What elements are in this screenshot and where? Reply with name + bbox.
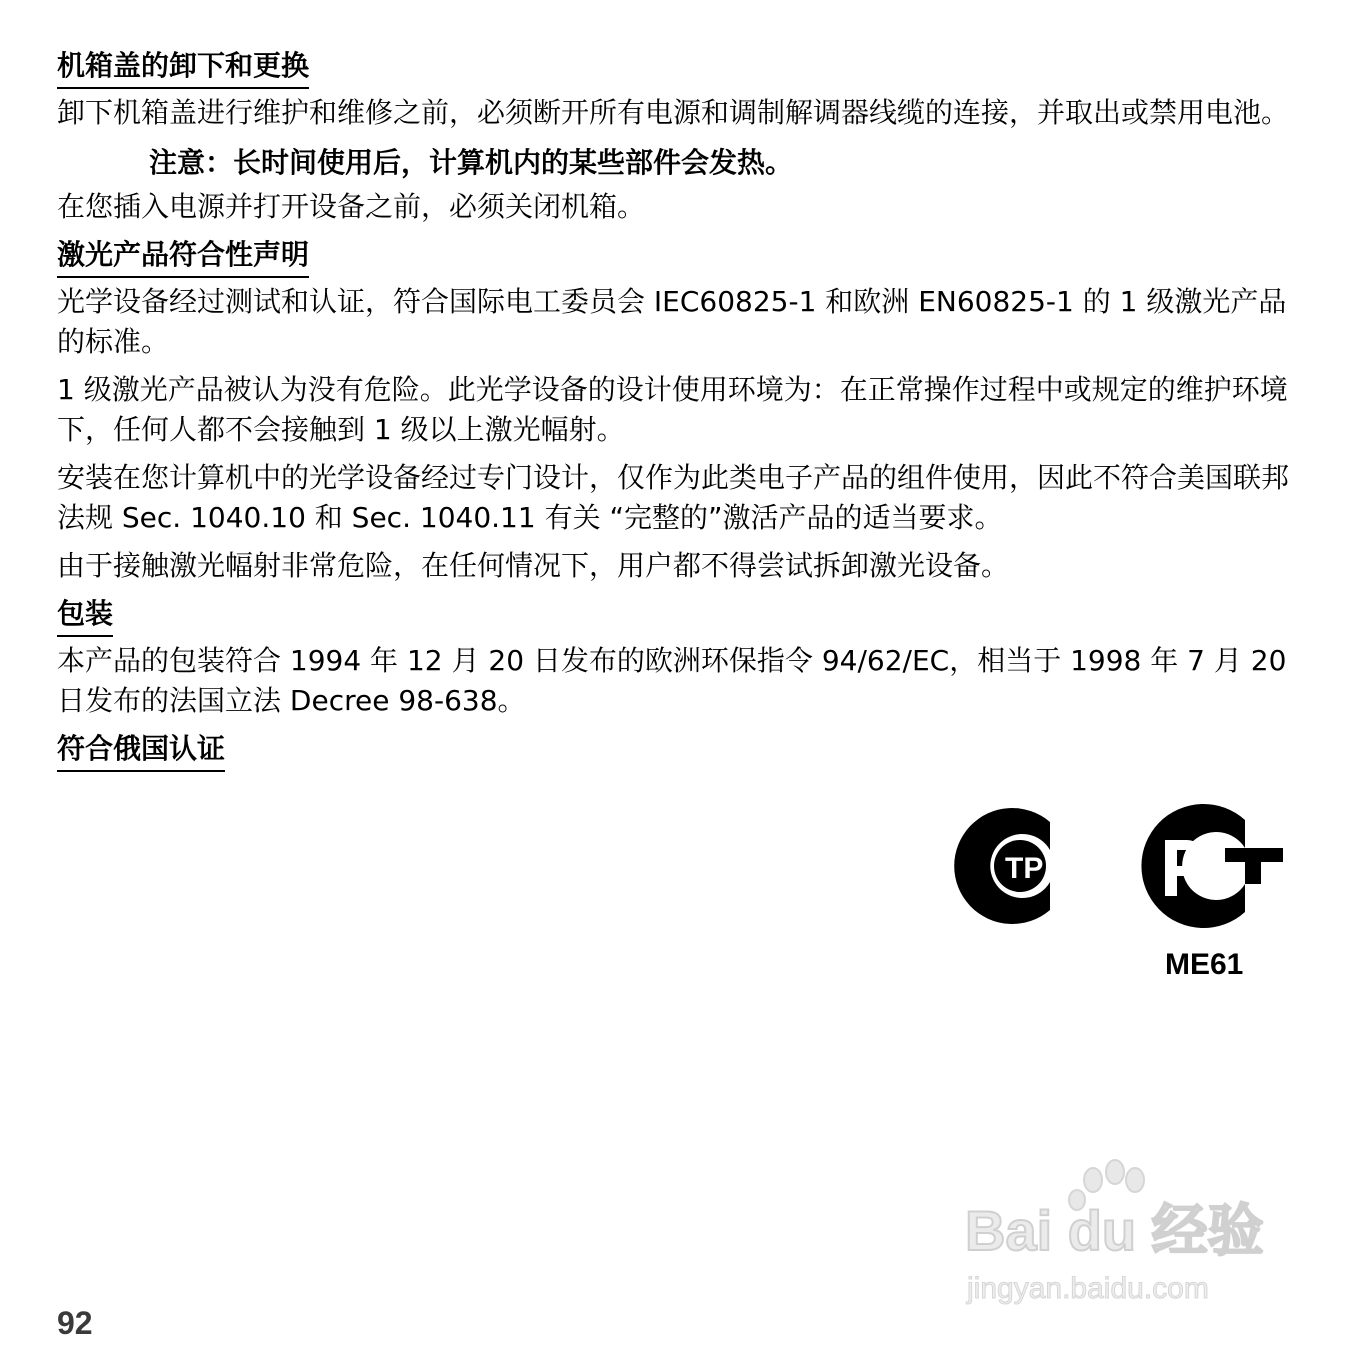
- baidu-watermark-logo: [965, 1150, 1285, 1310]
- heading-russia: 符合俄国认证: [57, 729, 225, 772]
- watermark-brand: Bai du 经验: [965, 1199, 1264, 1262]
- watermark-url: jingyan.baidu.com: [967, 1272, 1209, 1305]
- eac-tp-mark-icon: [954, 808, 1050, 924]
- mark-code-label: ME61: [1165, 948, 1244, 981]
- paragraph: 光学设备经过测试和认证，符合国际电工委员会 IEC60825-1 和欧洲 EN60825-1 的 1 级激光产品的标准。: [57, 285, 1287, 358]
- paragraph: 本产品的包装符合 1994 年 12 月 20 日发布的欧洲环保指令 94/62/EC，相当于 1998 年 7 月 20 日发布的法国立法 Decree 98-638。: [57, 644, 1287, 717]
- heading-cover: 机箱盖的卸下和更换: [57, 46, 309, 89]
- heading-packaging: 包装: [57, 594, 113, 637]
- heading-laser: 激光产品符合性声明: [57, 235, 309, 278]
- caution-note: 注意：长时间使用后，计算机内的某些部件会发热。: [149, 146, 794, 179]
- section-russia: [57, 729, 1307, 772]
- paragraph: 由于接触激光幅射非常危险，在任何情况下，用户都不得尝试拆卸激光设备。: [57, 549, 1010, 582]
- document-page: [57, 46, 1307, 772]
- section-laser: [57, 235, 1307, 586]
- section-cover: [57, 46, 1307, 227]
- tp-letters: TP: [1005, 852, 1044, 885]
- pct-mark-icon: [1141, 804, 1283, 928]
- page-number: 92: [57, 1305, 93, 1341]
- paragraph: 在您插入电源并打开设备之前，必须关闭机箱。: [57, 190, 646, 223]
- paragraph: 卸下机箱盖进行维护和维修之前，必须断开所有电源和调制解调器线缆的连接，并取出或禁用电池。: [57, 96, 1290, 129]
- paragraph: 1 级激光产品被认为没有危险。此光学设备的设计使用环境为：在正常操作过程中或规定的维护环境下，任何人都不会接触到 1 级以上激光幅射。: [57, 373, 1288, 446]
- paragraph: 安装在您计算机中的光学设备经过专门设计，仅作为此类电子产品的组件使用，因此不符合美国联邦法规 Sec. 1040.10 和 Sec. 1040.11 有关 “完整的”激活产品的适当要求。: [57, 461, 1290, 534]
- section-packaging: [57, 594, 1307, 721]
